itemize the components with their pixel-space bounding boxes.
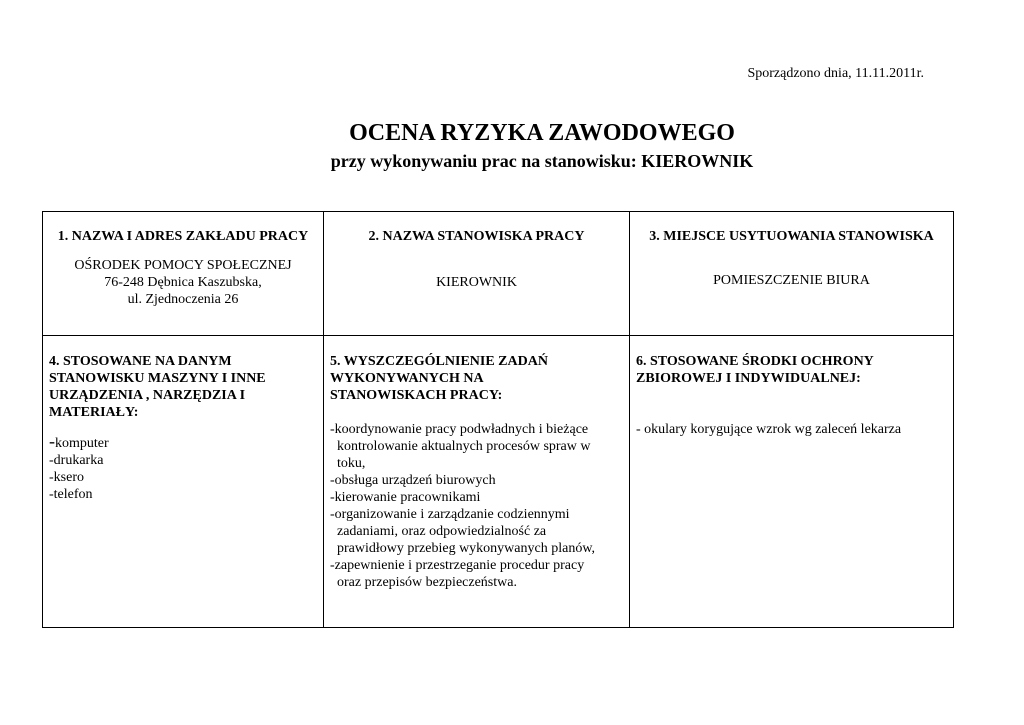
list-item: zadaniami, oraz odpowiedzialność za	[330, 524, 547, 539]
location-header: 3. MIEJSCE USYTUOWANIA STANOWISKA	[649, 229, 934, 244]
risk-assessment-table	[42, 211, 954, 628]
protection-cell	[630, 336, 954, 628]
position-name: KIEROWNIK	[436, 275, 517, 290]
list-item: -obsługa urządzeń biurowych	[330, 473, 496, 488]
protection-header-line: 6. STOSOWANE ŚRODKI OCHRONY	[636, 354, 874, 369]
document-title: OCENA RYZYKA ZAWODOWEGO	[349, 120, 735, 146]
list-item: -zapewnienie i przestrzeganie procedur pracy	[330, 558, 585, 573]
list-item: -ksero	[49, 470, 84, 485]
protection-header-line: ZBIOROWEJ I INDYWIDUALNEJ:	[636, 371, 861, 386]
workplace-name: OŚRODEK POMOCY SPOŁECZNEJ	[74, 258, 292, 273]
table-row	[43, 336, 954, 628]
protection-list	[636, 421, 947, 438]
equipment-item: komputer	[55, 436, 109, 451]
workplace-city: 76-248 Dębnica Kaszubska,	[104, 275, 262, 290]
equipment-header-line: MATERIAŁY:	[49, 405, 139, 420]
tasks-header-line: STANOWISKACH PRACY:	[330, 388, 503, 403]
document-date: Sporządzono dnia, 11.11.2011r.	[747, 66, 924, 81]
list-item: -telefon	[49, 487, 93, 502]
workplace-street: ul. Zjednoczenia 26	[127, 292, 239, 307]
protection-header	[636, 353, 947, 387]
list-item: -organizowanie i zarządzanie codziennymi	[330, 507, 570, 522]
tasks-header-line: 5. WYSZCZEGÓLNIENIE ZADAŃ	[330, 354, 548, 369]
list-item: -kierowanie pracownikami	[330, 490, 481, 505]
tasks-header-line: WYKONYWANYCH NA	[330, 371, 484, 386]
list-item: - okulary korygujące wzrok wg zaleceń lekarza	[636, 422, 902, 437]
equipment-header-line: 4. STOSOWANE NA DANYM	[49, 354, 232, 369]
equipment-cell	[43, 336, 324, 628]
workplace-header: 1. NAZWA I ADRES ZAKŁADU PRACY	[57, 229, 309, 244]
equipment-header	[49, 353, 317, 421]
tasks-header	[330, 353, 623, 404]
tasks-cell	[324, 336, 630, 628]
workplace-address	[43, 257, 323, 308]
table-row	[43, 212, 954, 336]
list-dash: -	[49, 431, 55, 451]
workplace-cell	[43, 212, 324, 336]
tasks-list	[330, 421, 623, 591]
list-item: -drukarka	[49, 453, 104, 468]
list-item: toku,	[330, 456, 366, 471]
position-cell	[324, 212, 630, 336]
list-item: kontrolowanie aktualnych procesów spraw w	[330, 439, 591, 454]
location-name: POMIESZCZENIE BIURA	[713, 273, 870, 288]
location-cell	[630, 212, 954, 336]
equipment-list	[49, 433, 317, 503]
document-subtitle: przy wykonywaniu prac na stanowisku: KIEROWNIK	[330, 151, 754, 171]
equipment-header-line: STANOWISKU MASZYNY I INNE	[49, 371, 266, 386]
equipment-header-line: URZĄDZENIA , NARZĘDZIA I	[49, 388, 246, 403]
list-item: prawidłowy przebieg wykonywanych planów,	[330, 541, 596, 556]
list-item: oraz przepisów bezpieczeństwa.	[330, 575, 517, 590]
list-item	[49, 433, 317, 452]
list-item: -koordynowanie pracy podwładnych i bieżące	[330, 422, 589, 437]
position-header: 2. NAZWA STANOWISKA PRACY	[368, 229, 585, 244]
